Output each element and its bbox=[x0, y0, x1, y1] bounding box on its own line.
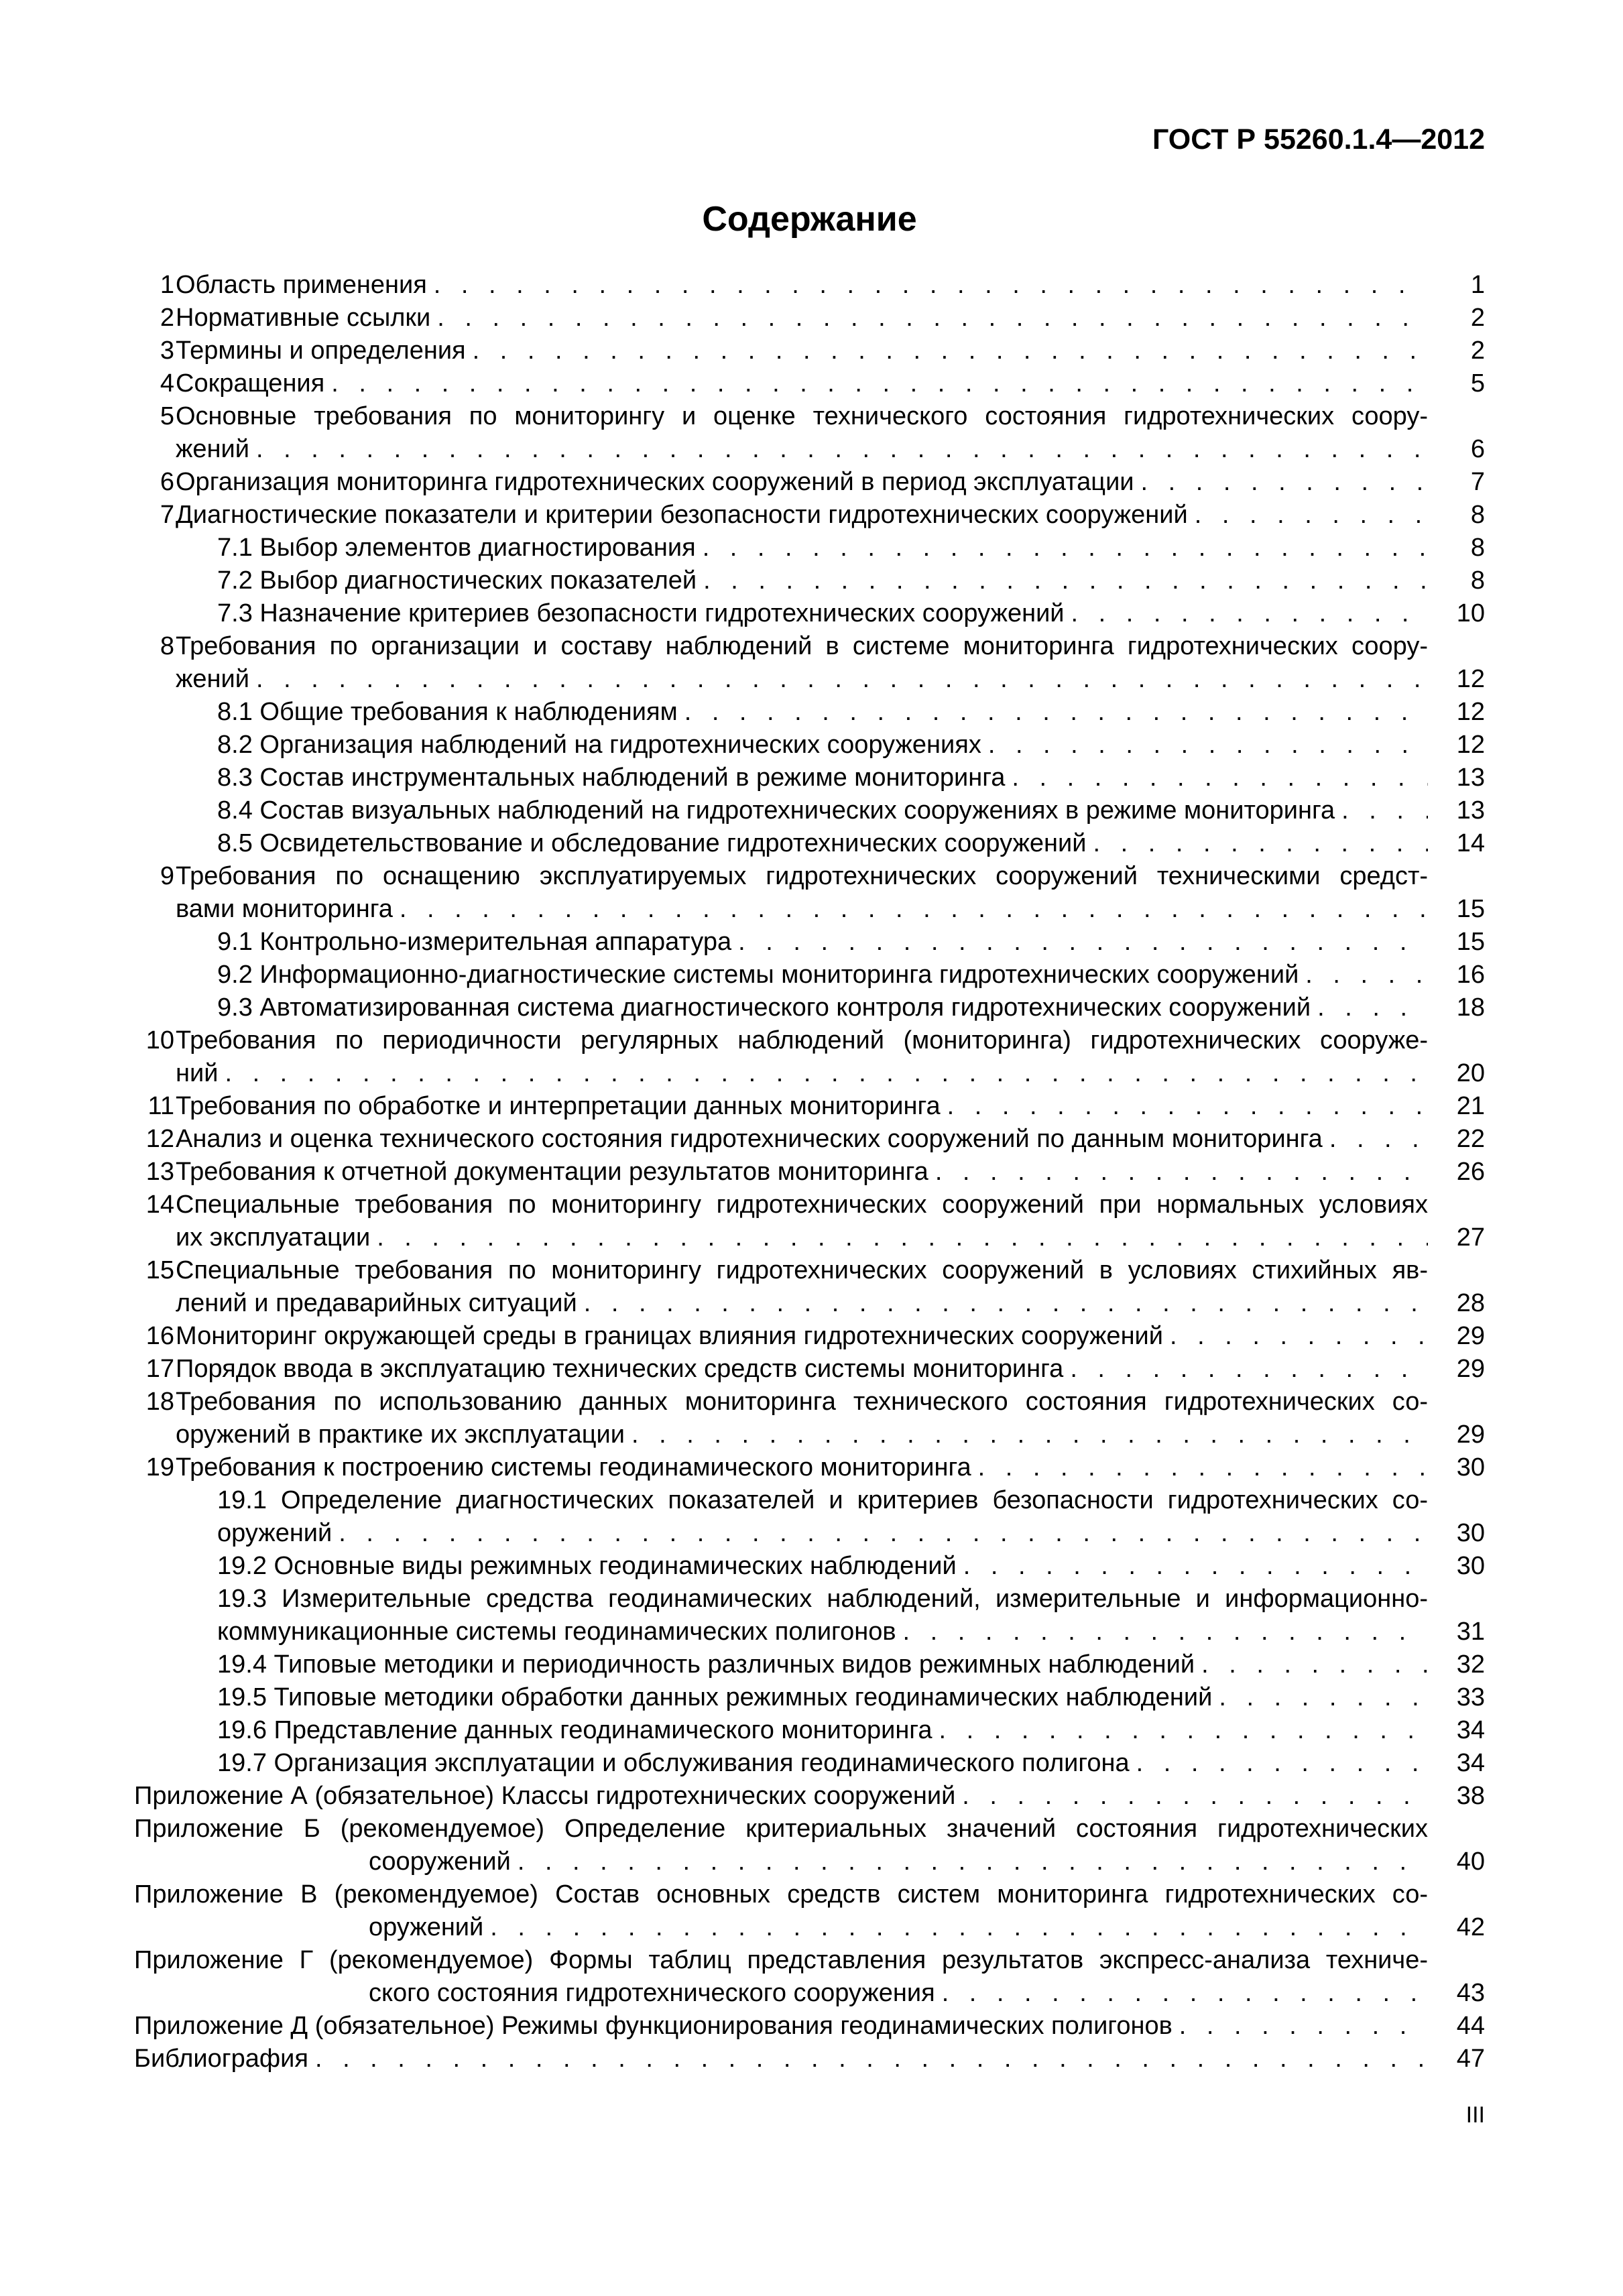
toc-entry-line bbox=[134, 400, 1485, 433]
toc-entry-title: 7.3 Назначение критериев безопасности гидротехнических сооружений bbox=[217, 599, 1065, 627]
leader-dots bbox=[1201, 1648, 1428, 1681]
leader-dots bbox=[703, 564, 1428, 597]
toc-entry-title: 19.7 Организация эксплуатации и обслуживания геодинамического полигона bbox=[217, 1749, 1130, 1777]
toc-entry-page: 42 bbox=[1456, 1913, 1485, 1941]
leader-dots bbox=[942, 1976, 1428, 2010]
toc-entry-title: Специальные требования по мониторингу гидротехнических сооружений при нормальных условиях bbox=[176, 1191, 1428, 1219]
leader-dots bbox=[339, 1516, 1428, 1550]
toc-entry-page: 15 bbox=[1456, 895, 1485, 923]
toc-entry-line bbox=[134, 432, 1485, 466]
toc-entry-title: Требования по периодичности регулярных наблюдений (мониторинга) гидротехнических сооруже- bbox=[176, 1026, 1428, 1054]
leader-dots bbox=[584, 1286, 1428, 1320]
toc-entry-line bbox=[134, 1779, 1485, 1813]
toc-entry-page: 1 bbox=[1470, 271, 1485, 299]
toc-entry-title: 8.2 Организация наблюдений на гидротехнических сооружениях bbox=[217, 731, 981, 759]
toc-entry-page: 6 bbox=[1470, 435, 1485, 463]
toc-entry-page: 2 bbox=[1470, 337, 1485, 365]
toc-entry-page: 8 bbox=[1470, 566, 1485, 595]
toc-entry-number: 2 bbox=[160, 304, 174, 332]
leader-dots bbox=[1219, 1681, 1428, 1714]
toc-entry-title: Приложение Б (рекомендуемое) Определение критериальных значений состояния гидротехнических bbox=[134, 1815, 1428, 1843]
leader-dots bbox=[1195, 498, 1428, 532]
toc-entry-title: Требования по использованию данных мониторинга технического состояния гидротехнических со- bbox=[176, 1388, 1428, 1416]
toc-entry-line bbox=[134, 1418, 1485, 1451]
toc-entry-line bbox=[134, 1648, 1485, 1681]
toc-entry-line bbox=[134, 1188, 1485, 1221]
toc-entry-line bbox=[134, 531, 1485, 564]
toc-entry-line bbox=[134, 1484, 1485, 1517]
toc-entry-page: 31 bbox=[1456, 1618, 1485, 1646]
toc-entry-title: Основные требования по мониторингу и оценке технического состояния гидротехнических соору- bbox=[176, 402, 1428, 430]
toc-entry-line bbox=[134, 662, 1485, 696]
leader-dots bbox=[1341, 794, 1428, 827]
leader-dots bbox=[400, 892, 1428, 926]
toc-entry-title: Приложение Г (рекомендуемое) Формы таблиц представления результатов экспресс-анализа техниче- bbox=[134, 1946, 1428, 1974]
leader-dots bbox=[473, 334, 1428, 367]
toc-entry-number: 12 bbox=[145, 1125, 174, 1153]
toc-entry-line bbox=[134, 925, 1485, 959]
toc-entry-number: 16 bbox=[145, 1322, 174, 1350]
toc-entry-number: 19 bbox=[145, 1453, 174, 1482]
toc-entry-title: 19.6 Представление данных геодинамического мониторинга bbox=[217, 1716, 933, 1744]
toc-entry-title: оружений bbox=[217, 1519, 333, 1547]
toc-entry-number: 11 bbox=[147, 1092, 174, 1120]
toc-entry-page: 8 bbox=[1470, 534, 1485, 562]
toc-entry-line bbox=[134, 1254, 1485, 1287]
toc-entry-line bbox=[134, 1319, 1485, 1353]
toc-entry-line bbox=[134, 1155, 1485, 1189]
toc-entry-title: Термины и определения bbox=[176, 337, 466, 365]
toc-entry-title: 8.1 Общие требования к наблюдениям bbox=[217, 698, 678, 726]
toc-entry-line bbox=[134, 367, 1485, 400]
toc-entry-page: 13 bbox=[1456, 764, 1485, 792]
toc-entry-title: Мониторинг окружающей среды в границах влияния гидротехнических сооружений bbox=[176, 1322, 1164, 1350]
leader-dots bbox=[1093, 827, 1429, 860]
toc-entry-line bbox=[134, 991, 1485, 1024]
toc-entry-title: Организация мониторинга гидротехнических сооружений в период эксплуатации bbox=[176, 468, 1134, 496]
toc-entry-page: 30 bbox=[1456, 1519, 1485, 1547]
toc-entry-title: Диагностические показатели и критерии безопасности гидротехнических сооружений bbox=[176, 501, 1188, 529]
toc-entry-title: 19.1 Определение диагностических показателей и критериев безопасности гидротехнических со- bbox=[217, 1486, 1428, 1514]
toc-entry-title: коммуникационные системы геодинамических полигонов bbox=[217, 1618, 896, 1646]
leader-dots bbox=[903, 1615, 1428, 1648]
toc-entry-title: вами мониторинга bbox=[176, 895, 393, 923]
leader-dots bbox=[1136, 1746, 1428, 1780]
toc-entry-line bbox=[134, 1024, 1485, 1057]
toc-entry-title: 9.1 Контрольно-измерительная аппаратура bbox=[217, 928, 732, 956]
toc-entry-line bbox=[134, 629, 1485, 663]
toc-entry-number: 9 bbox=[160, 862, 174, 890]
toc-entry-page: 33 bbox=[1456, 1683, 1485, 1711]
toc-entry-title: 8.5 Освидетельствование и обследование гидротехнических сооружений bbox=[217, 829, 1087, 857]
toc-entry-page: 7 bbox=[1470, 468, 1485, 496]
toc-entry-title: Приложение В (рекомендуемое) Состав основных средств систем мониторинга гидротехнических со- bbox=[134, 1880, 1428, 1909]
toc-entry-line bbox=[134, 1352, 1485, 1386]
toc-entry-title: Нормативные ссылки bbox=[176, 304, 431, 332]
toc-entry-number: 18 bbox=[145, 1388, 174, 1416]
toc-entry-line bbox=[134, 728, 1485, 762]
toc-entry-line bbox=[134, 1878, 1485, 1911]
toc-entry-page: 12 bbox=[1456, 665, 1485, 693]
toc-entry-line bbox=[134, 859, 1485, 893]
toc-entry-page: 27 bbox=[1456, 1223, 1485, 1252]
toc-entry-line bbox=[134, 695, 1485, 729]
toc-entry-line bbox=[134, 1582, 1485, 1616]
toc-entry-page: 29 bbox=[1456, 1322, 1485, 1350]
toc-entry-page: 16 bbox=[1456, 961, 1485, 989]
toc-entry-page: 26 bbox=[1456, 1158, 1485, 1186]
toc-entry-title: 19.2 Основные виды режимных геодинамических наблюдений bbox=[217, 1552, 957, 1580]
toc-entry-number: 6 bbox=[160, 468, 174, 496]
toc-entry-number: 15 bbox=[145, 1256, 174, 1284]
toc-entry-title: 19.5 Типовые методики обработки данных режимных геодинамических наблюдений bbox=[217, 1683, 1213, 1711]
toc-entry-title: 19.3 Измерительные средства геодинамических наблюдений, измерительные и информационно- bbox=[217, 1585, 1428, 1613]
leader-dots bbox=[1070, 1352, 1428, 1386]
leader-dots bbox=[1170, 1319, 1428, 1353]
toc-entry-line bbox=[134, 465, 1485, 499]
toc-entry-number: 5 bbox=[160, 402, 174, 430]
toc-entry-page: 32 bbox=[1456, 1650, 1485, 1679]
leader-dots bbox=[962, 1779, 1428, 1813]
leader-dots bbox=[490, 1911, 1428, 1944]
toc-entry-page: 38 bbox=[1456, 1782, 1485, 1810]
toc-entry-number: 8 bbox=[160, 632, 174, 660]
leader-dots bbox=[939, 1713, 1428, 1747]
leader-dots bbox=[632, 1418, 1428, 1451]
toc-entry-title: оружений в практике их эксплуатации bbox=[176, 1421, 625, 1449]
toc-entry-line bbox=[134, 2042, 1485, 2075]
toc-entry-page: 30 bbox=[1456, 1552, 1485, 1580]
toc-entry-title: оружений bbox=[369, 1913, 484, 1941]
toc-entry-title: Требования по оснащению эксплуатируемых гидротехнических сооружений техническими средст- bbox=[176, 862, 1428, 890]
leader-dots bbox=[518, 1845, 1428, 1878]
toc-entry-title: жений bbox=[176, 665, 249, 693]
document-code-header: ГОСТ Р 55260.1.4—2012 bbox=[1152, 123, 1485, 156]
toc-entry-line bbox=[134, 1221, 1485, 1254]
leader-dots bbox=[331, 367, 1428, 400]
toc-entry-page: 47 bbox=[1456, 2045, 1485, 2073]
page-folio: III bbox=[1465, 2102, 1485, 2128]
leader-dots bbox=[225, 1056, 1428, 1090]
toc-entry-number: 13 bbox=[145, 1158, 174, 1186]
toc-entry-title: 9.3 Автоматизированная система диагностического контроля гидротехнических сооружений bbox=[217, 993, 1311, 1022]
toc-entry-line bbox=[134, 1089, 1485, 1123]
leader-dots bbox=[738, 925, 1428, 959]
toc-entry-page: 30 bbox=[1456, 1453, 1485, 1482]
toc-entry-line bbox=[134, 1911, 1485, 1944]
toc-entry-line bbox=[134, 761, 1485, 794]
toc-entry-line bbox=[134, 827, 1485, 860]
toc-entry-title: Область применения bbox=[176, 271, 427, 299]
toc-entry-title: лений и предаварийных ситуаций bbox=[176, 1289, 577, 1317]
toc-entry-line bbox=[134, 1713, 1485, 1747]
toc-entry-number: 10 bbox=[145, 1026, 174, 1054]
toc-entry-line bbox=[134, 268, 1485, 302]
toc-entry-title: 19.4 Типовые методики и периодичность различных видов режимных наблюдений bbox=[217, 1650, 1195, 1679]
toc-entry-line bbox=[134, 1943, 1485, 1977]
toc-entry-line bbox=[134, 1976, 1485, 2010]
toc-entry-page: 29 bbox=[1456, 1355, 1485, 1383]
toc-entry-title: 8.4 Состав визуальных наблюдений на гидротехнических сооружениях в режиме мониторинга bbox=[217, 796, 1335, 825]
toc-entry-page: 29 bbox=[1456, 1421, 1485, 1449]
toc-entry-title: 8.3 Состав инструментальных наблюдений в режиме мониторинга bbox=[217, 764, 1006, 792]
toc-entry-line bbox=[134, 1122, 1485, 1156]
toc-entry-page: 28 bbox=[1456, 1289, 1485, 1317]
page-title: Содержание bbox=[702, 200, 917, 239]
leader-dots bbox=[434, 268, 1428, 302]
toc-entry-title: Приложение А (обязательное) Классы гидротехнических сооружений bbox=[134, 1782, 956, 1810]
toc-entry-page: 18 bbox=[1456, 993, 1485, 1022]
toc-entry-title: Специальные требования по мониторингу гидротехнических сооружений в условиях стихийных яв- bbox=[176, 1256, 1428, 1284]
toc-entry-number: 3 bbox=[160, 337, 174, 365]
leader-dots bbox=[1141, 465, 1428, 499]
toc-entry-line bbox=[134, 1845, 1485, 1878]
toc-entry-number: 7 bbox=[160, 501, 174, 529]
leader-dots bbox=[684, 695, 1428, 729]
toc-entry-title: Требования по обработке и интерпретации данных мониторинга bbox=[176, 1092, 941, 1120]
toc-entry-line bbox=[134, 301, 1485, 335]
toc-entry-page: 8 bbox=[1470, 501, 1485, 529]
leader-dots bbox=[315, 2042, 1428, 2075]
toc-entry-line bbox=[134, 564, 1485, 597]
toc-entry-line bbox=[134, 1812, 1485, 1846]
toc-entry-line bbox=[134, 794, 1485, 827]
toc-entry-page: 2 bbox=[1470, 304, 1485, 332]
leader-dots bbox=[703, 531, 1428, 564]
toc-entry-page: 34 bbox=[1456, 1749, 1485, 1777]
toc-entry-line bbox=[134, 1385, 1485, 1418]
toc-entry-line bbox=[134, 498, 1485, 532]
toc-entry-line bbox=[134, 1516, 1485, 1550]
leader-dots bbox=[988, 728, 1428, 762]
toc-entry-page: 12 bbox=[1456, 731, 1485, 759]
toc-entry-title: ний bbox=[176, 1059, 219, 1087]
toc-entry-page: 14 bbox=[1456, 829, 1485, 857]
toc-entry-page: 43 bbox=[1456, 1979, 1485, 2007]
leader-dots bbox=[256, 662, 1428, 696]
toc-entry-page: 10 bbox=[1456, 599, 1485, 627]
toc-entry-line bbox=[134, 334, 1485, 367]
toc-entry-title: Анализ и оценка технического состояния гидротехнических сооружений по данным мониторинга bbox=[176, 1125, 1323, 1153]
leader-dots bbox=[1071, 597, 1428, 630]
toc-entry-title: сооружений bbox=[369, 1848, 511, 1876]
toc-entry-line bbox=[134, 1451, 1485, 1484]
toc-entry-title: Порядок ввода в эксплуатацию технических средств системы мониторинга bbox=[176, 1355, 1064, 1383]
toc-entry-title: Сокращения bbox=[176, 369, 325, 398]
toc-entry-number: 17 bbox=[145, 1355, 174, 1383]
toc-entry-page: 20 bbox=[1456, 1059, 1485, 1087]
toc-entry-title: 7.2 Выбор диагностических показателей bbox=[217, 566, 697, 595]
toc-entry-line bbox=[134, 892, 1485, 926]
toc-entry-number: 1 bbox=[160, 271, 174, 299]
toc-entry-line bbox=[134, 1681, 1485, 1714]
toc-entry-line bbox=[134, 1615, 1485, 1648]
leader-dots bbox=[978, 1451, 1428, 1484]
leader-dots bbox=[1012, 761, 1428, 794]
toc-entry-number: 14 bbox=[145, 1191, 174, 1219]
leader-dots bbox=[437, 301, 1428, 335]
toc-entry-page: 15 bbox=[1456, 928, 1485, 956]
toc-entry-page: 40 bbox=[1456, 1848, 1485, 1876]
toc-entry-page: 22 bbox=[1456, 1125, 1485, 1153]
toc-entry-title: Приложение Д (обязательное) Режимы функционирования геодинамических полигонов bbox=[134, 2012, 1173, 2040]
toc-entry-title: Библиография bbox=[134, 2045, 308, 2073]
leader-dots bbox=[377, 1221, 1428, 1254]
leader-dots bbox=[963, 1549, 1428, 1583]
toc-entry-line bbox=[134, 2009, 1485, 2043]
leader-dots bbox=[1317, 991, 1428, 1024]
toc-entry-title: Требования к отчетной документации результатов мониторинга bbox=[176, 1158, 928, 1186]
toc-entry-line bbox=[134, 1549, 1485, 1583]
toc-entry-page: 5 bbox=[1470, 369, 1485, 398]
toc-entry-title: 7.1 Выбор элементов диагностирования bbox=[217, 534, 696, 562]
toc-entry-line bbox=[134, 597, 1485, 630]
toc-entry-page: 34 bbox=[1456, 1716, 1485, 1744]
toc-entry-line bbox=[134, 1056, 1485, 1090]
toc-entry-page: 12 bbox=[1456, 698, 1485, 726]
toc-entry-line bbox=[134, 1286, 1485, 1320]
toc-entry-number: 4 bbox=[160, 369, 174, 398]
toc-entry-page: 21 bbox=[1456, 1092, 1485, 1120]
toc-entry-title: ского состояния гидротехнического сооружения bbox=[369, 1979, 935, 2007]
leader-dots bbox=[1305, 958, 1428, 991]
toc-entry-title: 9.2 Информационно-диагностические системы мониторинга гидротехнических сооружений bbox=[217, 961, 1299, 989]
toc-entry-title: жений bbox=[176, 435, 249, 463]
toc-entry-title: Требования по организации и составу наблюдений в системе мониторинга гидротехнических соору- bbox=[176, 632, 1428, 660]
leader-dots bbox=[256, 432, 1428, 466]
toc-entry-title: их эксплуатации bbox=[176, 1223, 371, 1252]
toc-entry-title: Требования к построению системы геодинамического мониторинга bbox=[176, 1453, 971, 1482]
leader-dots bbox=[1179, 2009, 1428, 2043]
leader-dots bbox=[947, 1089, 1428, 1123]
leader-dots bbox=[1329, 1122, 1428, 1156]
toc-entry-page: 44 bbox=[1456, 2012, 1485, 2040]
toc-entry-line bbox=[134, 1746, 1485, 1780]
leader-dots bbox=[935, 1155, 1428, 1189]
toc-entry-page: 13 bbox=[1456, 796, 1485, 825]
toc-entry-line bbox=[134, 958, 1485, 991]
